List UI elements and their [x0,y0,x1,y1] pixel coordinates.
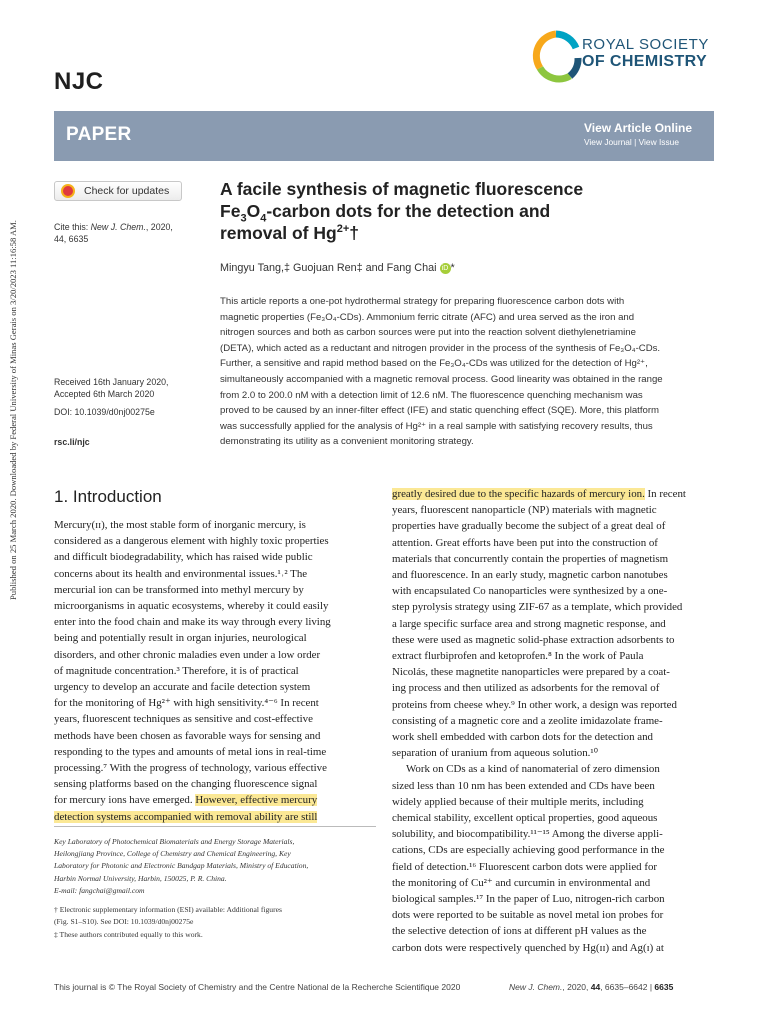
article-banner [54,111,714,161]
abstract: This article reports a one-pot hydrothermal strategy for preparing fluorescence carbon dots with magnetic properties (Fe₃O₄-CDs). Ammonium ferric citrate (AFC) and urea served as the iron and nitrogen sources and both as carbon sources were put into the reaction solvent diethylenetriamine (DETA), which acted as a reductant and nitrogen provider in the process of the synthesis of Fe₃O₄-CDs. Further, a sensitive and rapid method based on the Fe₃O₄-CDs was utilized for the detection of Hg²⁺, simultaneously accompanied with a magnetic removal process. Good linearity was obtained in the range from 2.0 to 200.0 nM with a detection limit of 12.6 nM. The fluorescence quenching mechanism was proved to be caused by an inner-filter effect (IFE) and static quenching effect (SQE). More, this platform was successfully applied for the analysis of Hg²⁺ in a real sample with satisfying recovery results, thus demonstrating its utility as a convenient monitoring strategy. [220,296,663,448]
affiliation-footnote: Key Laboratory of Photochemical Biomaterials and Energy Storage Materials, Heilongjiang Province, College of Chemistry and Chemical Engineering, Key Laboratory for Photonic and Electronic Bandgap Materials, Ministry of Education, Harbin Normal University, Harbin, 150025, P. R. China. E-mail: fangchai@gmail.com [54,837,309,895]
article-title: A facile synthesis of magnetic fluorescence $Fe_3O_4$-carbon dots for the detection and removal of $Hg^{2+}\dagger$ [220,179,584,243]
equal-contribution-footnote: ‡ These authors contributed equally to this work. [54,930,203,939]
footnote-divider [54,826,376,827]
journal-name: NJC [54,68,104,95]
crossmark-icon [61,184,75,198]
highlighted-text: detection systems accompanied with removal ability are still [54,810,318,823]
highlighted-text: However, effective mercury [195,794,318,807]
download-note: Published on 25 March 2020. Downloaded by Federal University of Minas Gerais on 3/20/2023 11:16:58 AM. [8,220,18,600]
page-citation-footer: New J. Chem., 2020, 44, 6635–6642 | 6635 [509,982,674,992]
view-article-online-link[interactable]: View Article Online [584,121,693,135]
cite-this: Cite this: New J. Chem., 2020, 44, 6635 [54,222,173,244]
body-column-right: greatly desired due to the specific hazards of mercury ion. In recent years, fluorescent nanoparticle (NP) materials with magnetic properties have gradually become the subject of a great deal of attention. Great efforts have been put into the construction of materials that concurrently contain the properties of magnetism and fluorescence. In an early study, magnetic carbon nanotubes with encapsulated Co nanoparticles were synthesized by a one- step pyrolysis strategy using ZIF-67 as a template, which provided a large specific surface area and strong magnetic response, and these were used as magnetic solid-phase extraction adsorbents to extract flurbiprofen and ketoprofen.⁸ In the work of Paula Nicolás, these magnetite nanoparticles were prepared by a coat- ing process and then utilized as adsorbents for the removal of proteins from cheese whey.⁹ In other work, a design was reported consisting of a magnetic core and a zeolite imidazolate frame- work shell embedded with carbon dots for the detection and separation of uranium from aqueous solution.¹⁰ Work on CDs as a kind of nanomaterial of zero dimension sized less than 10 nm has been extended and CDs have been widely applied because of their multiple merits, including chemical stability, excellent optical properties, good aqueous solubility, and biocompatibility.¹¹⁻¹⁵ Among the diverse appli- cations, CDs are especially achieving good performance in the field of detection.¹⁶ Fluorescent carbon dots were applied for the monitoring of Cu²⁺ and curcumin in environmental and biological samples.¹⁷ In the paper of Luo, nitrogen-rich carbon dots were reported to be suitable as novel metal ion probes for the selective detection of ions at different pH values as the carbon dots were respectively quenched by Hg(ɪɪ) and Ag(ɪ) at [392,488,686,954]
esi-footnote: † Electronic supplementary information (ESI) available: Additional figures (Fig. S1–S10). See DOI: 10.1039/d0nj00275e [54,905,282,927]
publisher-line2: OF CHEMISTRY [582,53,708,70]
copyright-footer: This journal is © The Royal Society of Chemistry and the Centre National de la Recherche Scientifique 2020 [54,982,461,992]
body-column-left: Mercury(ɪɪ), the most stable form of inorganic mercury, is considered as a dangerous element with highly toxic properties and difficult biodegradability, which has raised wide public concerns about its health and environmental issues.¹˒² The mercurial ion can be transformed into methyl mercury by microorganisms in aquatic ecosystems, whereby it could easily enter into the food chain and make its way through every living being and potentially result in organ injuries, neurological disorders, and other chronic maladies even under a low order of magnitude concentration.³ Therefore, it is of practical urgency to develop an accurate and facile detection system for the monitoring of Hg²⁺ with high sensitivity.⁴⁻⁶ In recent years, fluorescent techniques as sensitive and cost-effective methods have been chosen as favorable ways for sensing and responding to the types and amounts of metal ions in real-time processing.⁷ With the progress of technology, various effective sensing platforms based on the changing fluorescence signal for mercury ions have emerged. However, effective mercury detection systems accompanied with removal ability are still [54,519,331,823]
publisher-line1: ROYAL SOCIETY [582,36,709,53]
received-dates: Received 16th January 2020, Accepted 6th March 2020 [54,377,169,399]
journal-site-link[interactable]: rsc.li/njc [54,437,90,447]
page-number: 6635 [654,982,674,992]
view-journal-issue-links[interactable]: View Journal | View Issue [584,137,679,147]
highlighted-text: greatly desired due to the specific hazards of mercury ion. [392,488,645,500]
doi[interactable]: DOI: 10.1039/d0nj00275e [54,407,155,417]
article-type: PAPER [66,124,132,145]
section-heading: 1. Introduction [54,487,162,506]
check-for-updates-label: Check for updates [84,185,170,197]
orcid-icon[interactable]: iD [440,263,451,274]
author-list: Mingyu Tang,‡ Guojuan Ren‡ and Fang Chai iD * [220,262,455,274]
